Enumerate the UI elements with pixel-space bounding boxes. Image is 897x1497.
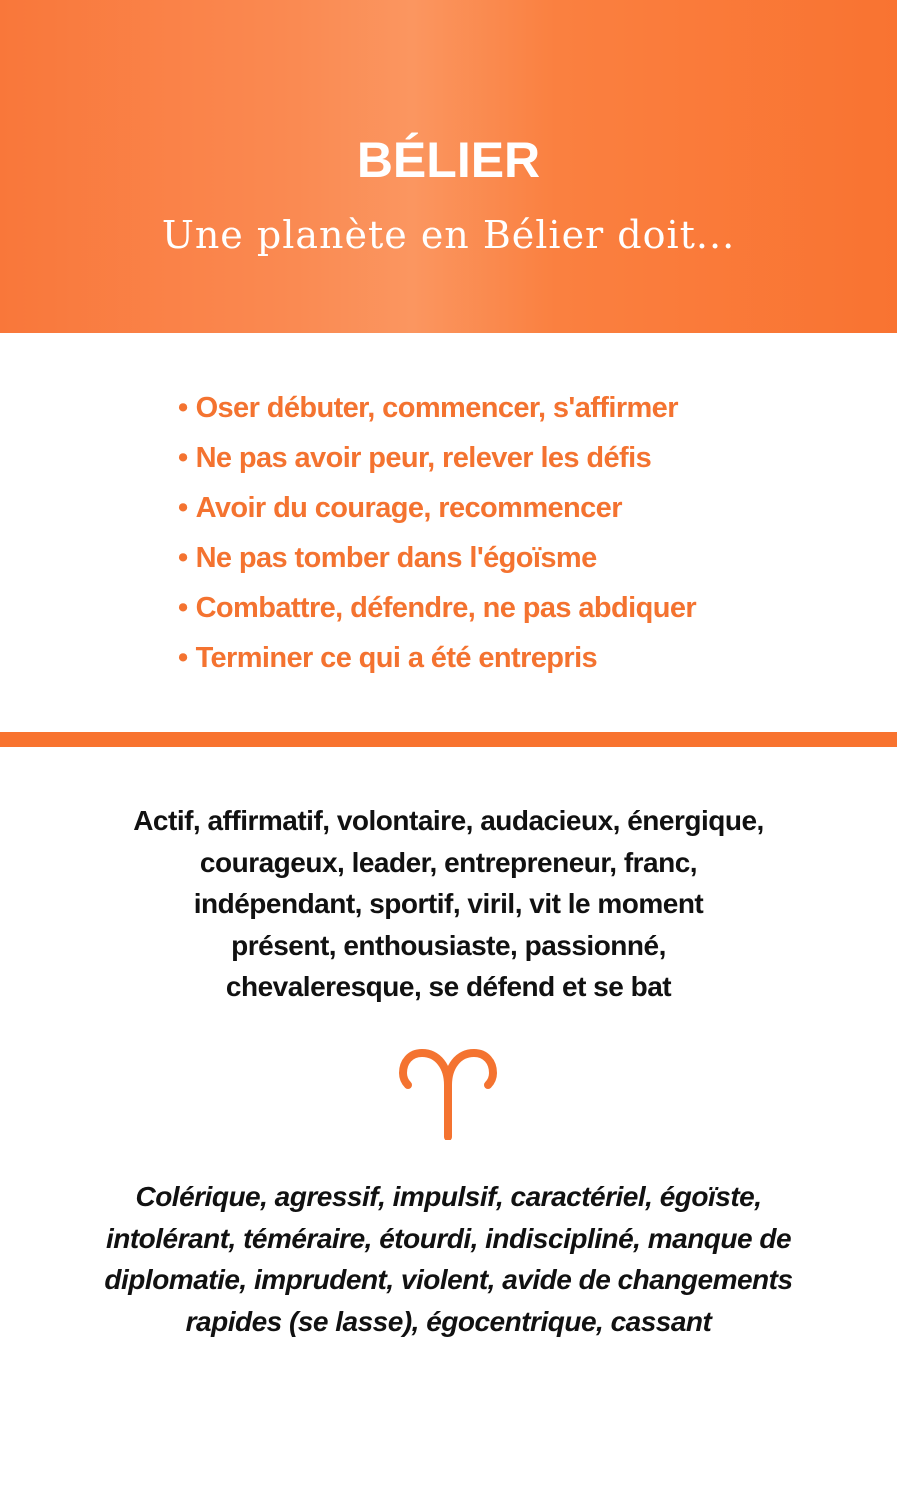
bullet-icon: • [178, 392, 188, 424]
qualities-paragraph [90, 800, 807, 1008]
list-item [178, 383, 878, 433]
list-item [178, 433, 878, 483]
goal-text: Oser débuter, commencer, s'affirmer [195, 392, 678, 424]
list-item [178, 483, 878, 533]
defects-line: Colérique, agressif, impulsif, caractériel, égoïste, [135, 1181, 762, 1212]
list-item [178, 583, 878, 633]
goal-text: Ne pas tomber dans l'égoïsme [195, 542, 597, 574]
defects-line: intolérant, téméraire, étourdi, indiscipliné, manque de [105, 1222, 792, 1254]
goal-text: Ne pas avoir peur, relever les défis [195, 442, 652, 474]
qualities-line: Actif, affirmatif, volontaire, audacieux, énergique, [133, 805, 764, 836]
defects-line: diplomatie, imprudent, violent, avide de changements [104, 1264, 793, 1295]
qualities-line: chevaleresque, se défend et se bat [225, 971, 672, 1002]
header-banner [0, 0, 897, 333]
qualities-line: présent, enthousiaste, passionné, [231, 929, 666, 961]
bullet-icon: • [178, 492, 188, 524]
bullet-icon: • [178, 642, 188, 674]
bullet-icon: • [178, 592, 188, 624]
defects-paragraph [60, 1176, 837, 1342]
list-item [178, 633, 878, 683]
goal-text: Terminer ce qui a été entrepris [195, 642, 598, 674]
page-title: BÉLIER [356, 132, 541, 188]
qualities-line: indépendant, sportif, viril, vit le moment [193, 888, 704, 919]
list-item [178, 533, 878, 583]
qualities-line: courageux, leader, entrepreneur, franc, [199, 846, 698, 878]
section-divider [0, 732, 897, 747]
defects-line: rapides (se lasse), égocentrique, cassant [185, 1305, 712, 1337]
page-subtitle: Une planète en Bélier doit... [161, 213, 736, 257]
goals-list [178, 383, 878, 683]
goal-text: Avoir du courage, recommencer [195, 492, 622, 524]
bullet-icon: • [178, 542, 188, 574]
bullet-icon: • [178, 442, 188, 474]
aries-icon [398, 1045, 498, 1140]
goal-text: Combattre, défendre, ne pas abdiquer [195, 592, 697, 624]
